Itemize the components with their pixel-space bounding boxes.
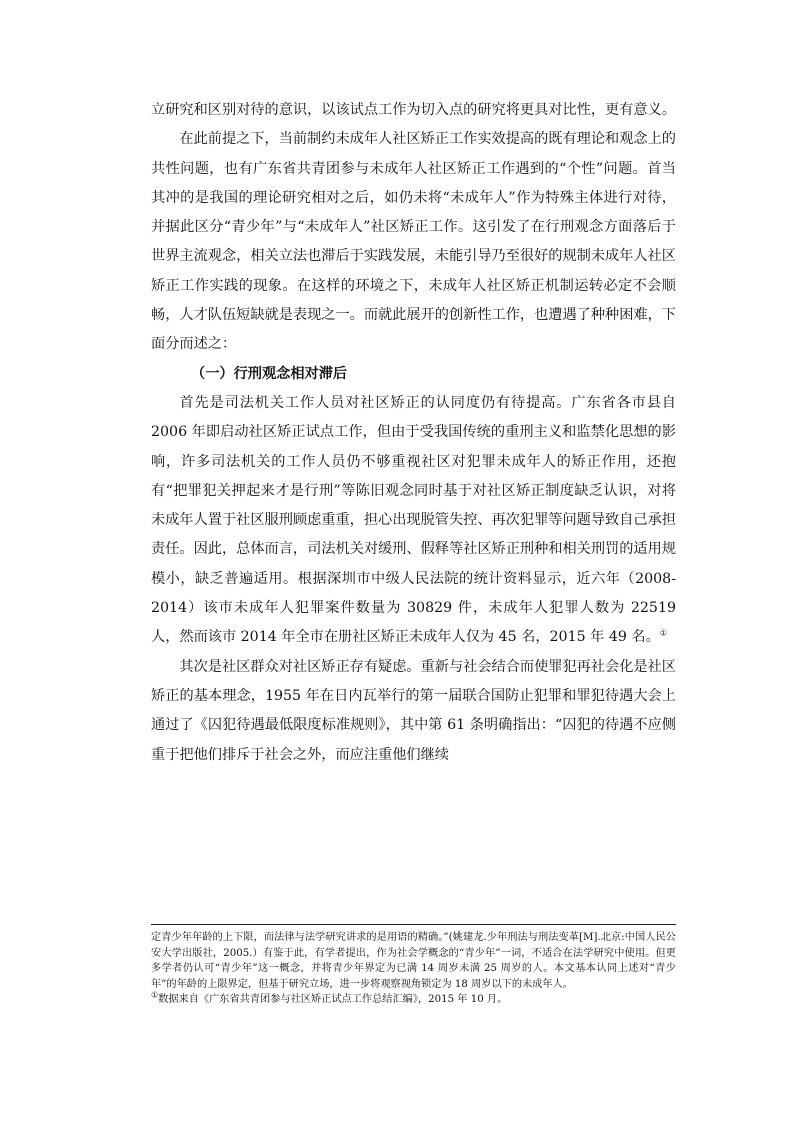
- footnote-ref: ①: [659, 628, 667, 638]
- paragraph-continuation: 立研究和区别对待的意识，以该试点工作为切入点的研究将更具对比性，更有意义。: [151, 102, 676, 118]
- footnote-divider: [151, 924, 676, 925]
- footnote-source-text: 数据来自《广东省共青团参与社区矫正试点工作总结汇编》，2015 年 10 月。: [158, 994, 508, 1006]
- paragraph-judicial-text: 首先是司法机关工作人员对社区矫正的认同度仍有待提高。广东省各市县自 2006 年即启动社区矫正试点工作，但由于受我国传统的重刑主义和监禁化思想的影响，许多司法机关的工作人员仍不够重视社区对犯罪未成年人的矫正作用，还抱有“把罪犯关押起来才是行刑”等陈旧观念同时基于对社区矫正制度缺乏认识，对将未成年人置于社区服刑顾虑重重，担心出现脱管失控、再次犯罪等问题导致自己承担责任。因此，总体而言，司法机关对缓刑、假释等社区矫正刑种和相关刑罚的适用规模小，缺乏普遍适用。根据深圳市中级人民法院的统计资料显示，近六年（2008-2014）该市未成年人犯罪案件数量为 30829 件，未成年人犯罪人数为 22519 人，然而该市 2014 年全市在册社区矫正未成年人仅为 45 名，2015 年 49 名。: [151, 394, 676, 646]
- footnote-source: [151, 992, 676, 1008]
- section-heading: （一）行刑观念相对滞后: [191, 365, 348, 382]
- footnote-continued: 定青少年年龄的上下限，而法律与法学研究讲求的是用语的精确。”(姚建龙.少年刑法与刑法变革[M].北京:中国人民公安大学出版社，2005.）有鉴于此，有学者提出，作为社会学概念的“青少年”一词，不适合在法学研究中使用。但更多学者仍认可“青少年”这一概念，并将青少年界定为已满 14 周岁未满 25 周岁的人。本文基本认同上述对“青少年”的年龄的上限界定，但基于研究立场，进一步将观察视角锁定为 18 周岁以下的未成年人。: [151, 932, 676, 990]
- body-text: [151, 96, 676, 770]
- paragraph-premise: 在此前提之下，当前制约未成年人社区矫正工作实效提高的既有理论和观念上的共性问题，也有广东省共青团参与未成年人社区矫正工作遇到的“个性”问题。首当其冲的是我国的理论研究相对之后，如仍未将“未成年人”作为特殊主体进行对待，并据此区分“青少年”与“未成年人”社区矫正工作。这引发了在行刑观念方面落后于世界主流观念，相关立法也滞后于实践发展，未能引导乃至很好的规制未成年人社区矫正工作实践的现象。在这样的环境之下，未成年人社区矫正机制运转必定不会顺畅，人才队伍短缺就是表现之一。而就此展开的创新性工作，也遭遇了种种困难，下面分而述之：: [151, 131, 676, 353]
- footnotes: [151, 930, 676, 1008]
- paragraph-community: 其次是社区群众对社区矫正存有疑虑。重新与社会结合而使罪犯再社会化是社区矫正的基本理念，1955 年在日内瓦举行的第一届联合国防止犯罪和罪犯待遇大会上通过了《囚犯待遇最低限度标准规则》，其中第 61 条明确指出：“囚犯的待遇不应侧重于把他们排斥于社会之外，而应注重他们继续: [151, 658, 676, 763]
- paragraph-judicial: [151, 389, 676, 653]
- footnote-mark: ①: [151, 990, 159, 1000]
